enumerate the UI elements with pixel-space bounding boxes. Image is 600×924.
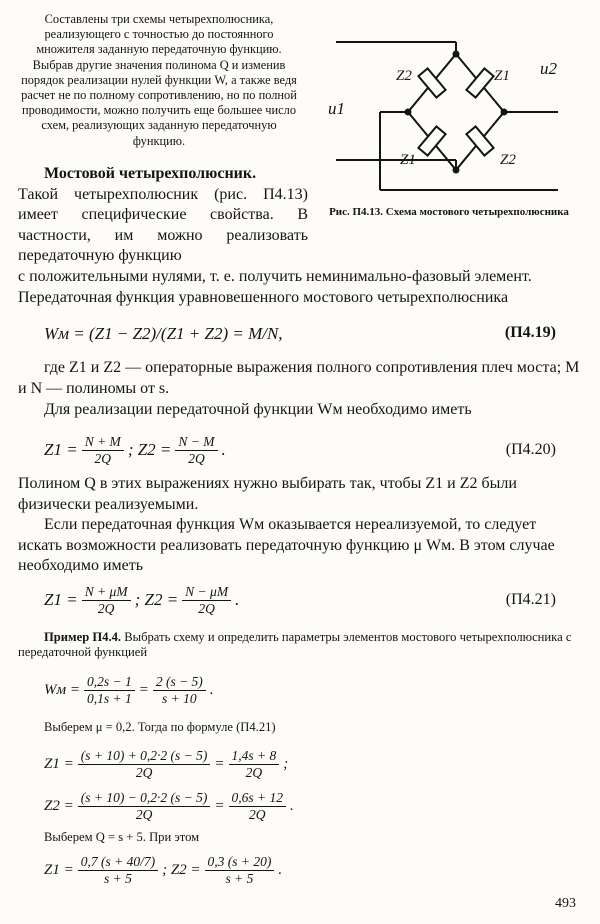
ex4-frac2 [205, 854, 275, 887]
ex3-frac2-den: 2Q [249, 806, 266, 822]
ex1-frac1-num: 0,2s − 1 [84, 674, 135, 691]
example-text-2: Выберем μ = 0,2. Тогда по формуле (П4.21) [44, 720, 276, 734]
eq21-frac2 [182, 584, 231, 617]
ex1-eq: = [138, 681, 149, 698]
paragraph-2: где Z1 и Z2 — операторные выражения полного сопротивления плеч моста; M и N — полиномы от s. [18, 359, 580, 397]
intro-paragraph: Составлены три схемы четырехполюсника, реализующего с точностью до постоянного множителя заданную передаточную функцию. Выбрав другие значения полинома Q и изменив порядок реализации нулей функции W, а также ведя расчет не по полному сопротивлению, но по полной проводимости, можно получить еще большее число схем, реализующих заданную передаточную функцию. [21, 12, 297, 148]
node-top [453, 51, 460, 58]
node-right [501, 109, 508, 116]
section-heading: Мостовой четырехполюсник. [44, 165, 257, 182]
ex4-frac1 [78, 854, 158, 887]
ex2-frac1 [78, 748, 211, 781]
ex1-end: . [209, 681, 214, 698]
ex3-lhs: Z2 = [44, 797, 74, 814]
example-eq-w [44, 670, 214, 710]
section-text: Такой четырехполюсник (рис. П4.13) имеет специфические свойства. В частности, им можно реализовать передаточную функцию [18, 185, 308, 264]
eq21-frac1-num: N + μM [82, 584, 131, 601]
eq20-z2: ; Z2 = [127, 440, 172, 459]
ex3-frac2-num: 0,6s + 12 [229, 790, 287, 807]
example-eq-final [44, 850, 282, 890]
eq21-z2: ; Z2 = [134, 590, 179, 609]
label-z1-top: Z1 [494, 68, 510, 84]
equation-p4-20 [18, 430, 582, 470]
ex2-eq: = [214, 755, 225, 772]
ex3-frac2 [229, 790, 287, 823]
node-left [405, 109, 412, 116]
example-text-3: Выберем Q = s + 5. При этом [44, 830, 200, 844]
section-block [18, 164, 308, 267]
bridge-diamond [408, 54, 504, 170]
ex4-frac2-num: 0,3 (s + 20) [205, 854, 275, 871]
equation-p4-21 [18, 580, 582, 620]
example-heading: Пример П4.4. [44, 630, 122, 644]
ex2-frac2 [229, 748, 280, 781]
eq21-frac1-den: 2Q [97, 600, 115, 616]
eq20-frac2-den: 2Q [188, 450, 205, 466]
equation-number-20: (П4.20) [505, 441, 556, 458]
eq20-frac2-num: N − M [175, 434, 217, 451]
ex2-lhs: Z1 = [44, 755, 74, 772]
eq21-frac2-den: 2Q [198, 600, 215, 616]
paragraph-3: Для реализации передаточной функции Wм необходимо иметь [44, 401, 472, 418]
ex3-frac1 [78, 790, 211, 823]
eq20-frac1-den: 2Q [94, 450, 111, 466]
ex3-frac1-num: (s + 10) − 0,2·2 (s − 5) [78, 790, 211, 807]
ex1-lhs: Wм = [44, 681, 80, 698]
equation-p4-19 [18, 324, 582, 344]
ex1-frac2-num: 2 (s − 5) [153, 674, 206, 691]
label-z2-top: Z2 [396, 68, 412, 84]
equation-number-21: (П4.21) [505, 591, 556, 608]
ex1-frac2-den: s + 10 [162, 690, 197, 706]
bridge-circuit-figure [318, 12, 580, 204]
ex4-mid: ; Z2 = [162, 861, 201, 878]
ex2-frac2-num: 1,4s + 8 [229, 748, 280, 765]
equation-p4-19-text: Wм = (Z1 − Z2)/(Z1 + Z2) = M/N, [44, 324, 283, 343]
ex2-frac1-num: (s + 10) + 0,2·2 (s − 5) [78, 748, 211, 765]
eq20-frac1-num: N + M [82, 434, 124, 451]
figure-caption: Рис. П4.13. Схема мостового четырехполюсника [329, 206, 569, 218]
ex3-end: . [290, 797, 294, 814]
ex1-frac1 [84, 674, 135, 707]
eq21-z1: Z1 = [44, 590, 78, 609]
ex4-frac2-den: s + 5 [225, 870, 254, 886]
ex4-lhs: Z1 = [44, 861, 74, 878]
eq20-z1: Z1 = [44, 440, 78, 459]
node-bottom [453, 167, 460, 174]
label-u2: u2 [540, 59, 557, 78]
label-z2-bottom: Z2 [500, 152, 516, 168]
ex2-frac2-den: 2Q [245, 764, 263, 780]
ex4-frac1-num: 0,7 (s + 40/7) [78, 854, 158, 871]
example-eq-z2 [44, 786, 294, 826]
ex2-frac1-den: 2Q [135, 764, 153, 780]
paragraph-4: Полином Q в этих выражениях нужно выбирать так, чтобы Z1 и Z2 были физически реализуемыми. [18, 475, 517, 513]
ex4-end: . [278, 861, 283, 878]
eq21-end: . [235, 590, 240, 609]
paragraph-1: с положительными нулями, т. е. получить неминимально-фазовый элемент. Передаточная функция уравновешенного мостового четырехполюсника [18, 268, 532, 306]
ex2-end: ; [283, 755, 289, 772]
ex3-eq: = [214, 797, 225, 814]
example-text: Выбрать схему и определить параметры элементов мостового четырехполюсника с передаточной функцией [18, 630, 572, 659]
equation-number-19: (П4.19) [504, 324, 556, 341]
ex3-frac1-den: 2Q [135, 806, 153, 822]
paragraph-5: Если передаточная функция Wм оказывается нереализуемой, то следует искать возможности реализовать передаточную функцию μ Wм. В этом случае необходимо иметь [18, 516, 555, 574]
label-z1-bottom: Z1 [400, 152, 416, 168]
example-eq-z1 [44, 744, 288, 784]
example-block [18, 630, 582, 660]
eq20-end: . [221, 440, 226, 459]
eq20-frac1 [82, 434, 124, 467]
ex4-frac1-den: s + 5 [103, 870, 132, 886]
ex1-frac1-den: 0,1s + 1 [86, 690, 132, 706]
eq20-frac2 [175, 434, 217, 467]
page-number: 493 [555, 896, 576, 911]
eq21-frac2-num: N − μM [182, 584, 231, 601]
eq21-frac1 [82, 584, 131, 617]
label-u1: u1 [328, 99, 345, 118]
ex1-frac2 [153, 674, 206, 707]
